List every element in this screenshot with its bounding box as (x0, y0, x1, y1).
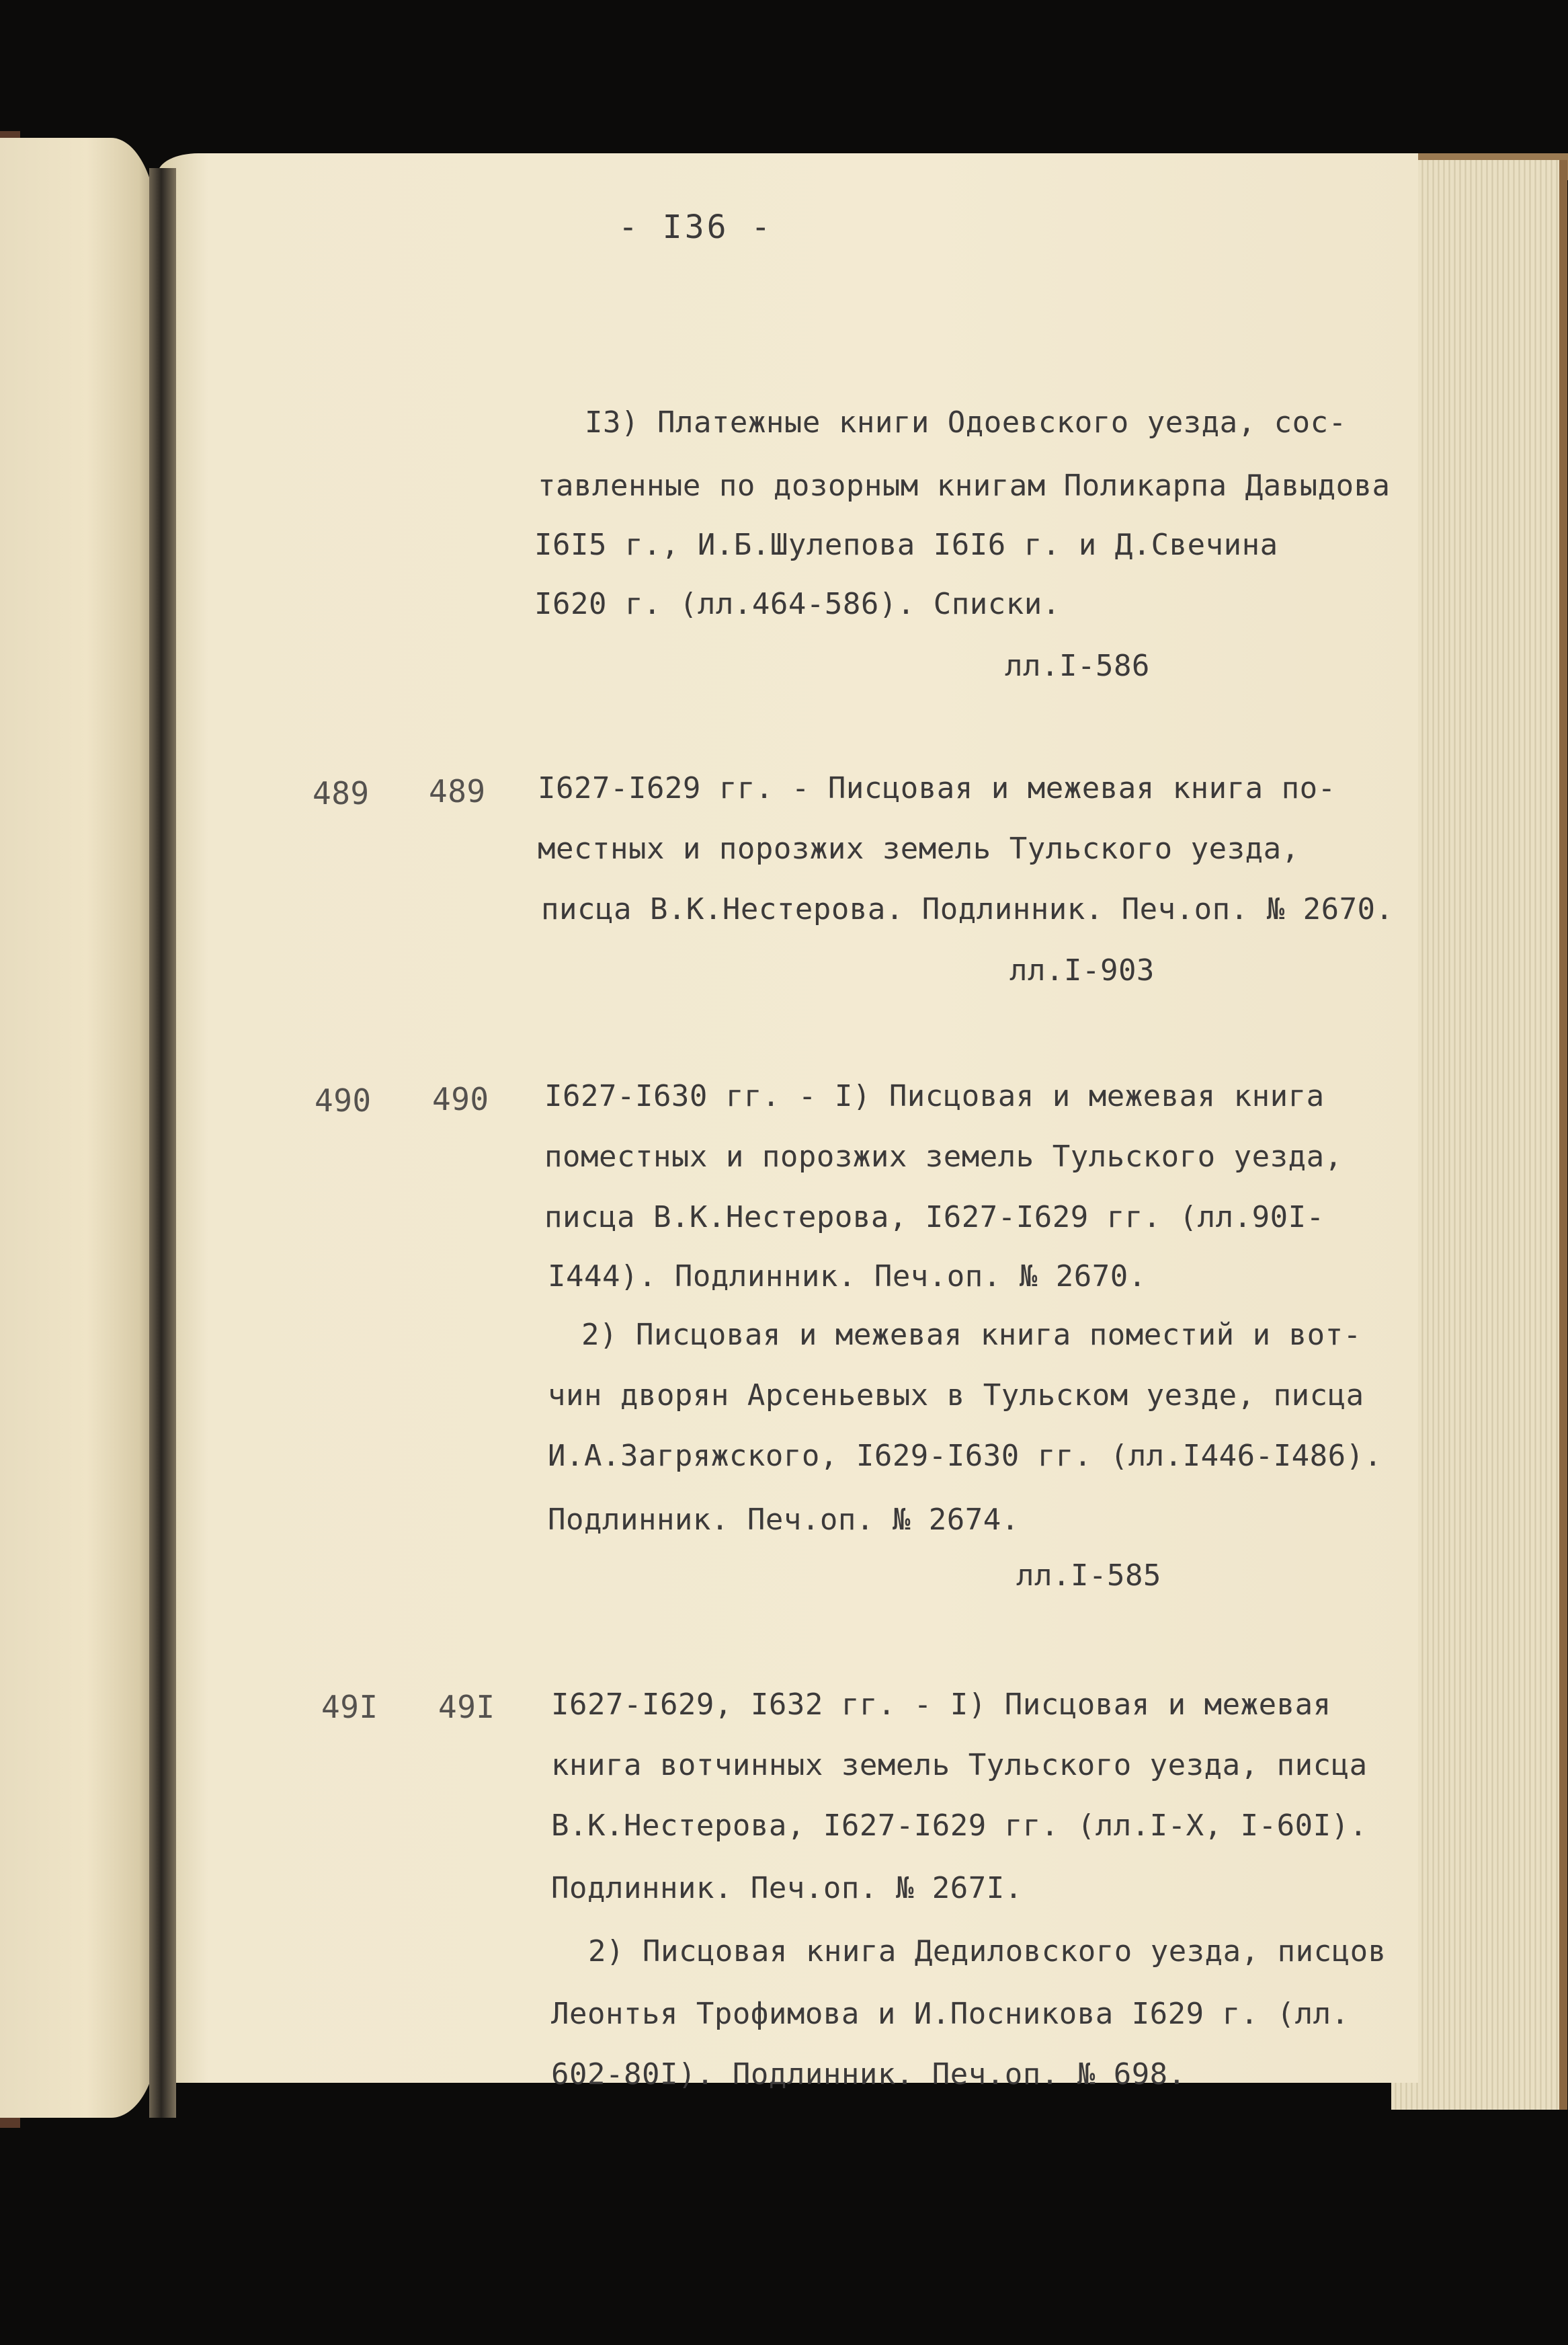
entry-13-line: I3) Платежные книги Одоевского уезда, сос- (585, 405, 1347, 440)
entry-491-number: 49I (321, 1689, 378, 1725)
entry-490-number: 490 (315, 1082, 372, 1119)
entry-489-number-alt: 489 (429, 773, 486, 809)
entry-490-line: И.А.Загряжского, I629-I630 гг. (лл.I446-I486). (548, 1439, 1383, 1473)
entry-490-line: писца В.К.Нестерова, I627-I629 гг. (лл.90I- (544, 1200, 1325, 1234)
entry-489-line: I627-I629 гг. - Писцовая и межевая книга по- (538, 771, 1336, 805)
entry-13-folios: лл.I-586 (1005, 649, 1150, 683)
entry-491-line: I627-I629, I632 гг. - I) Писцовая и межевая (551, 1687, 1331, 1722)
entry-490-line: 2) Писцовая и межевая книга поместий и вот- (581, 1318, 1362, 1352)
entry-490-line: I627-I630 гг. - I) Писцовая и межевая книга (544, 1079, 1325, 1113)
entry-490-line: поместных и порозжих земель Тульского уезда, (544, 1140, 1343, 1174)
entry-490-line: Подлинник. Печ.оп. № 2674. (548, 1503, 1020, 1537)
entry-489-number: 489 (313, 775, 370, 811)
entry-491-line: Леонтья Трофимова и И.Посникова I629 г. (лл. (551, 1997, 1350, 2031)
entry-490-line: I444). Подлинник. Печ.оп. № 2670. (548, 1259, 1147, 1294)
entry-491-line: 602-80I). Подлинник. Печ.оп. № 698. (551, 2057, 1186, 2092)
entry-489-line: писца В.К.Нестерова. Подлинник. Печ.оп. № 2670. (541, 892, 1394, 926)
entry-13-line: I620 г. (лл.464-586). Списки. (534, 587, 1061, 621)
entry-13-line: I6I5 г., И.Б.Шулепова I6I6 г. и Д.Свечина (534, 528, 1278, 562)
entry-13-line: тавленные по дозорным книгам Поликарпа Давыдова (538, 469, 1391, 503)
entry-490-number-alt: 490 (432, 1081, 489, 1117)
entry-490-folios: лл.I-585 (1016, 1558, 1161, 1593)
entry-491-line: Подлинник. Печ.оп. № 267I. (551, 1871, 1023, 1905)
entry-491-line: В.К.Нестерова, I627-I629 гг. (лл.I-X, I-60I). (551, 1809, 1368, 1843)
page-number: - I36 - (618, 208, 774, 246)
entry-491-line: 2) Писцовая книга Дедиловского уезда, писцов (588, 1934, 1387, 1969)
entry-491-line: книга вотчинных земель Тульского уезда, писца (551, 1748, 1368, 1782)
left-page (0, 138, 158, 2118)
entry-490-line: чин дворян Арсеньевых в Тульском уезде, писца (548, 1378, 1364, 1413)
book-gutter (149, 168, 176, 2118)
entry-489-folios: лл.I-903 (1009, 953, 1155, 988)
entry-489-line: местных и порозжих земель Тульского уезда, (538, 832, 1300, 866)
entry-491-number-alt: 49I (438, 1689, 495, 1725)
